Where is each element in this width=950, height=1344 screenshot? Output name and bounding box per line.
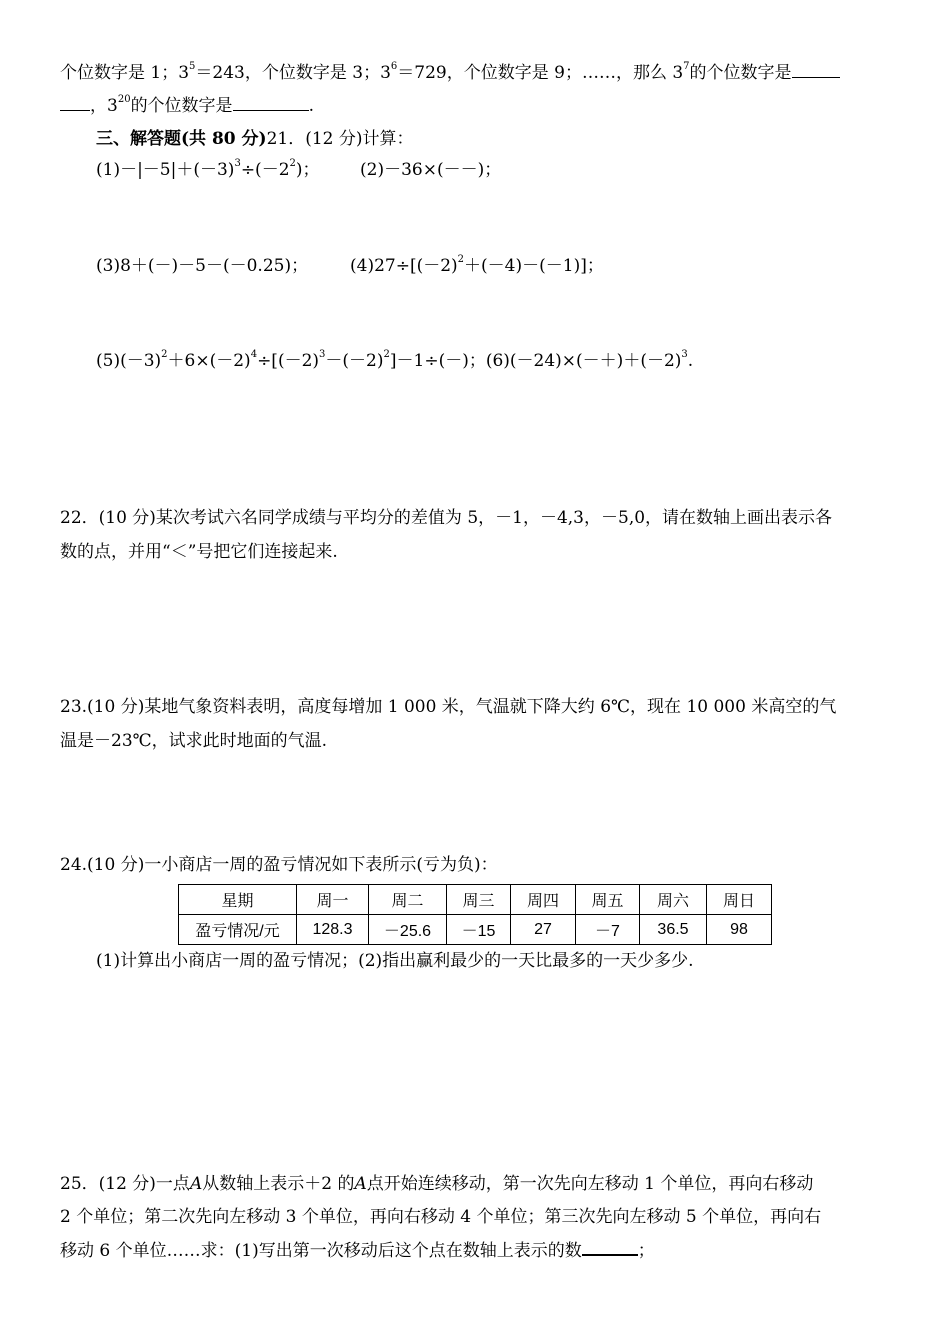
table-cell: 周五	[576, 885, 640, 915]
answer-blank[interactable]	[60, 96, 90, 111]
q23-line2: 温是－23℃，试求此时地面的气温.	[60, 731, 328, 751]
q21-part1: $(1)-|-5|+(-3)^3\div(-2^2)$；	[96, 158, 320, 180]
q25-line3: 移动 6 个单位……求：(1)写出第一次移动后这个点在数轴上表示的数 ；	[60, 1241, 655, 1261]
q25-line2: 2 个单位；第二次先向左移动 3 个单位，再向右移动 4 个单位；第三次先向左移动 5 个单位，再向右	[60, 1207, 822, 1227]
table-cell: 98	[707, 915, 772, 945]
q24-line1: 24.(10 分)一小商店一周的盈亏情况如下表所示(亏为负)：	[60, 855, 498, 875]
table-cell: 周三	[447, 885, 511, 915]
q23-line1: 23.(10 分)某地气象资料表明，高度每增加 1 000 米，气温就下降大约 6℃，现在 10 000 米高空的气	[60, 697, 837, 717]
table-cell: －25.6	[369, 915, 447, 945]
table-cell: －7	[576, 915, 640, 945]
table-row	[179, 915, 772, 945]
q21-part2: (2)－36×(－－)；	[360, 160, 502, 180]
answer-blank[interactable]	[792, 63, 840, 78]
text-line-2: ，$3^{20}$的个位数字是 .	[60, 96, 314, 116]
section-heading: 三、解答题(共 80 分)21．(12 分)计算：	[96, 129, 414, 149]
table-cell: 周二	[369, 885, 447, 915]
table-cell: －15	[447, 915, 511, 945]
table-cell: 周日	[707, 885, 772, 915]
table-cell: 星期	[179, 885, 297, 915]
q24-line2: (1)计算出小商店一周的盈亏情况；(2)指出赢利最少的一天比最多的一天少多少.	[96, 951, 694, 971]
table-header-row	[179, 885, 772, 915]
table-cell: 36.5	[640, 915, 707, 945]
table-cell: 128.3	[297, 915, 369, 945]
table-cell: 周一	[297, 885, 369, 915]
profit-loss-table	[178, 884, 772, 945]
answer-blank[interactable]	[582, 1240, 638, 1256]
q22-line1: 22．(10 分)某次考试六名同学成绩与平均分的差值为 5，－1，－4,3，－5,0，请在数轴上画出表示各	[60, 508, 833, 528]
q21-part5-6: $(5)(-3)^2+6\times(-2)^4\div[(-2)^3-(-2)^2]-1\div(-)$；$(6)(-24)\times(-+)+(-2)^3$.	[96, 349, 694, 371]
text-line-1: 个位数字是 1；$3^5=243$，个位数字是 3；$3^6=729$，个位数字是 9；……，那么 $3^7$的个位数字是	[60, 63, 840, 83]
table-cell: 周六	[640, 885, 707, 915]
q21-part3: (3)8＋(－)－5－(－0.25)；	[96, 256, 309, 276]
q21-part4: $(4)27\div[(-2)^2+(-4)-(-1)]$；	[350, 254, 604, 276]
q25-line1: 25．(12 分)一点A从数轴上表示＋2 的A点开始连续移动，第一次先向左移动 1 个单位，再向右移动	[60, 1174, 814, 1194]
answer-blank[interactable]	[233, 96, 309, 111]
q22-line2: 数的点，并用“＜”号把它们连接起来.	[60, 542, 338, 562]
table-cell: 周四	[511, 885, 576, 915]
table-cell: 盈亏情况/元	[179, 915, 297, 945]
table-cell: 27	[511, 915, 576, 945]
